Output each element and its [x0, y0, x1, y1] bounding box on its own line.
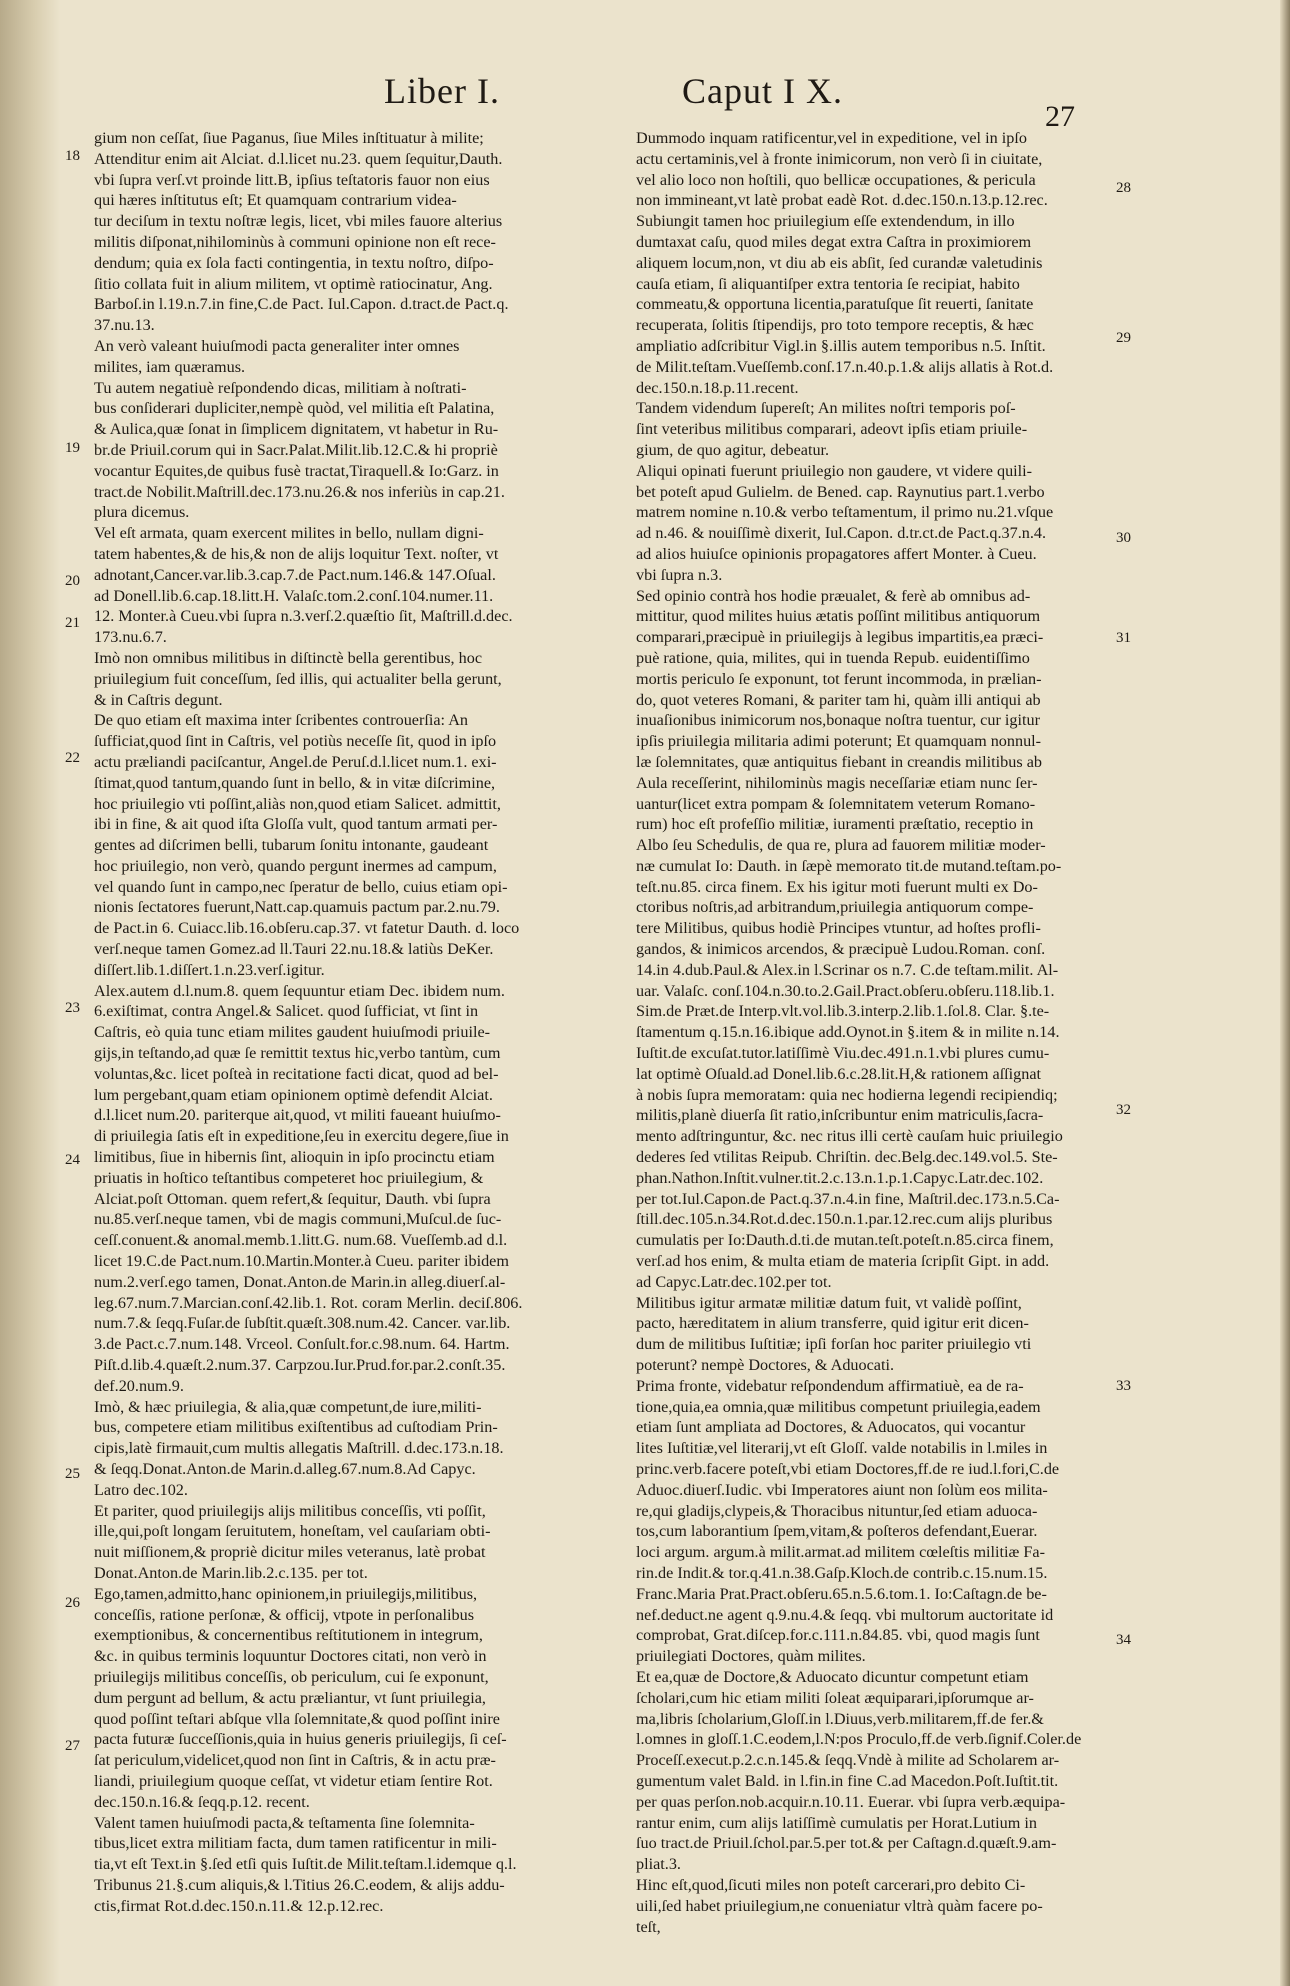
text-line: etiam ſunt ampliata ad Doctores, & Aduocatos, qui vocantur: [636, 1418, 1026, 1437]
text-line: Militibus igitur armatæ militiæ datum fuit, vt validè poſſint,: [636, 1293, 1022, 1312]
text-line: uar. Valaſc. conſ.104.n.30.to.2.Gail.Pract.obſeru.obſeru.118.lib.1.: [636, 981, 1055, 1000]
text-line: mittitur, quod milites huius ætatis poſſint militibus antiquorum: [636, 607, 1041, 626]
text-line: Piſt.d.lib.4.quæſt.2.num.37. Carpzou.Iur.Prud.for.par.2.conſt.35.: [94, 1356, 506, 1375]
text-line: bet poteſt apud Gulielm. de Bened. cap. Raynutius part.1.verbo: [636, 482, 1045, 501]
text-line: actu præliandi paciſcantur, Angel.de Peruſ.d.l.licet num.1. exi-: [94, 752, 497, 771]
text-line: ad Donell.lib.6.cap.18.litt.H. Valaſc.tom.2.conſ.104.numer.11.: [94, 586, 494, 605]
text-line: nuit miſſionem,& propriè dicitur miles veteranus, latè probat: [94, 1543, 486, 1562]
margin-number: 26: [65, 1595, 80, 1611]
text-line: plura dicemus.: [94, 503, 190, 522]
text-line: tibus,licet extra militiam facta, dum tamen ratificentur in mili-: [94, 1834, 497, 1853]
text-line: Donat.Anton.de Marin.lib.2.c.135. per tot.: [94, 1563, 368, 1582]
margin-number: 19: [65, 440, 80, 456]
text-line: uili,ſed habet priuilegium,ne conueniatur vltrà quàm facere po-: [636, 1896, 1043, 1915]
text-line: cumulatis per Io:Dauth.d.ti.de mutan.teſt.poteſt.n.85.circa finem,: [636, 1231, 1054, 1250]
text-line: per tot.Iul.Capon.de Pact.q.37.n.4.in fine, Maſtril.dec.173.n.5.Ca-: [636, 1189, 1060, 1208]
margin-number: 33: [1116, 1378, 1131, 1394]
text-line: 173.nu.6.7.: [94, 628, 167, 647]
text-line: bus conſiderari dupliciter,nempè quòd, vel militia eſt Palatina,: [94, 399, 495, 418]
text-line: princ.verb.facere poteſt,vbi etiam Doctores,ff.de re iud.l.fori,C.de: [636, 1460, 1060, 1478]
text-line: Imò, & hæc priuilegia, & alia,quæ competunt,de iure,militi-: [94, 1397, 482, 1416]
margin-number: 22: [65, 750, 80, 766]
text-line: & Aulica,quæ ſonat in ſimplicem dignitatem, vt habetur in Ru-: [94, 420, 499, 439]
text-line: Latro dec.102.: [94, 1480, 188, 1499]
text-line: hoc priuilegio vti poſſint,aliàs non,quod etiam Salicet. admittit,: [94, 794, 501, 813]
running-head-right: Caput I X.: [682, 71, 843, 111]
text-line: priuilegijs militibus conceſſis, ob periculum, cui ſe exponunt,: [94, 1667, 489, 1686]
text-line: vel quando ſunt in campo,nec ſperatur de bello, cuius etiam opi-: [94, 877, 508, 896]
text-line: 37.nu.13.: [94, 316, 155, 335]
text-line: Aula receſſerint, nihilominùs magis neceſſariæ etiam nunc ſer-: [636, 773, 1038, 792]
text-line: de Pact.in 6. Cuiacc.lib.16.obſeru.cap.37. vt fatetur Dauth. d. loco: [94, 919, 520, 938]
text-line: gium non ceſſat, ſiue Paganus, ſiue Miles inſtituatur à milite;: [94, 129, 484, 147]
text-line: Aliqui opinati fuerunt priuilegio non gaudere, vt videre quili-: [636, 461, 1033, 480]
text-line: voluntas,&c. licet poſteà in recitatione facti dicat, quod ad bel-: [94, 1064, 499, 1083]
text-line: pacta futuræ ſucceſſionis,quia in huius generis priuilegijs, ſi ceſ-: [94, 1730, 507, 1749]
text-line: teſt.nu.85. circa finem. Ex his igitur moti fuerunt multi ex Do-: [636, 877, 1038, 896]
text-line: recuperata, ſolitis ſtipendijs, pro toto tempore receptis, & hæc: [636, 316, 1034, 335]
text-line: dum pergunt ad bellum, & actu præliantur, vt ſunt priuilegia,: [94, 1688, 486, 1707]
text-line: ſitio collata fuit in alium militem, vt optimè ratiocinatur, Ang.: [94, 274, 493, 293]
text-line: 6.exiſtimat, contra Angel.& Salicet. quod ſufficiat, vt ſint in: [94, 1002, 479, 1021]
text-line: per quas perſon.nob.acquir.n.10.11. Euerar. vbi ſupra verb.æquipa-: [636, 1792, 1066, 1811]
text-line: Prima fronte, videbatur reſpondendum affirmatiuè, ea de ra-: [636, 1376, 1024, 1395]
text-line: cauſa etiam, ſi aliquantiſper extra tentoria ſe recipiat, habito: [636, 274, 1020, 293]
text-line: Caſtris, eò quia tunc etiam milites gaudent huiuſmodi priuile-: [94, 1023, 491, 1042]
text-line: ſuo tract.de Priuil.ſchol.par.5.per tot.& per Caſtagn.d.quæſt.9.am-: [636, 1834, 1057, 1853]
text-line: 12. Monter.à Cueu.vbi ſupra n.3.verſ.2.quæſtio ſit, Maſtrill.d.dec.: [94, 607, 513, 626]
text-line: hoc priuilegio, non verò, quando pergunt inermes ad campum,: [94, 856, 497, 875]
text-line: licet 19.C.de Pact.num.10.Martin.Monter.à Cueu. pariter ibidem: [94, 1252, 509, 1271]
text-line: &c. in quibus terminis loquuntur Doctores citati, non verò in: [94, 1647, 487, 1666]
text-line: ma,libris ſcholarium,Gloſſ.in l.Diuus,verb.militarem,ff.de fer.&: [636, 1709, 1044, 1728]
text-line: loci argum. argum.à milit.armat.ad militem cœleſtis militiæ Fa-: [636, 1543, 1045, 1562]
text-line: mento adſtringuntur, &c. nec ritus illi certè cauſam huic priuilegio: [636, 1127, 1063, 1146]
text-line: quod poſſint teſtari abſque vlla ſolemnitate,& quod poſſint inire: [94, 1709, 500, 1728]
text-line: tere Militibus, quibus hodiè Principes vtuntur, ad hoſtes profli-: [636, 919, 1041, 938]
right-text-column: [636, 128, 1106, 1937]
text-line: bus, competere etiam militibus exiſtentibus ad cuſtodiam Prin-: [94, 1418, 498, 1437]
text-line: lum pergebant,quam etiam opinionem optimè defendit Alciat.: [94, 1085, 493, 1104]
text-line: adnotant,Cancer.var.lib.3.cap.7.de Pact.num.146.& 147.Oſual.: [94, 565, 496, 584]
text-line: dec.150.n.18.p.11.recent.: [636, 378, 799, 397]
text-line: qui hæres inſtitutus eſt; Et quamquam contrarium videa-: [94, 191, 457, 210]
text-line: l.omnes in gloſſ.1.C.eodem,l.N:pos Proculo,ff.de verb.ſignif.Coler.de: [636, 1730, 1082, 1749]
text-line: d.l.licet num.20. pariterque ait,quod, vt militi faueant huiuſmo-: [94, 1106, 501, 1125]
text-line: lites Iuſtitiæ,vel literarij,vt eſt Gloſſ. valde notabilis in l.miles in: [636, 1439, 1048, 1458]
text-line: dum de militibus Iuſtitiæ; ipſi forſan hoc pariter priuilegio vti: [636, 1335, 1032, 1354]
text-line: ipſis priuilegia militaria adimi poterunt; Et quamquam nonnul-: [636, 732, 1042, 751]
text-line: do, quot veteres Romani, & pariter tam hi, quàm illi antiqui ab: [636, 690, 1041, 709]
text-line: ſufficiat,quod ſint in Caſtris, vel potiùs neceſſe ſit, quod in ipſo: [94, 732, 497, 751]
text-line: vbi ſupra verſ.vt proinde litt.B, ipſius teſtatoris fauor non eius: [94, 170, 490, 189]
text-line: Sed opinio contrà hos hodie præualet, & ferè ab omnibus ad-: [636, 586, 1031, 605]
text-line: tos,cum laborantium ſpem,vitam,& poſteros defendant,Euerar.: [636, 1522, 1038, 1541]
text-line: Tandem videndum ſupereſt; An milites noſtri temporis poſ-: [636, 399, 1016, 418]
running-head-left: Liber I.: [384, 71, 500, 111]
text-line: An verò valeant huiuſmodi pacta generaliter inter omnes: [94, 336, 460, 355]
text-line: limitibus, ſiue in hibernis ſint, alioquin in ipſo procinctu etiam: [94, 1148, 495, 1167]
text-line: næ cumulat Io: Dauth. in ſæpè memorato tit.de mutand.teſtam.po-: [636, 856, 1062, 875]
text-line: conceſſis, ratione perſonæ, & officij, vtpote in perſonalibus: [94, 1605, 475, 1624]
text-line: Barboſ.in l.19.n.7.in fine,C.de Pact. Iul.Capon. d.tract.de Pact.q.: [94, 295, 509, 314]
text-line: priuilegium fuit conceſſum, ſed illis, qui actualiter bella gerunt,: [94, 669, 502, 688]
text-line: ad n.46. & nouiſſimè dixerit, Iul.Capon. d.tr.ct.de Pact.q.37.n.4.: [636, 524, 1047, 543]
text-line: tur deciſum in textu noſtræ legis, licet, vbi miles fauore alterius: [94, 212, 503, 231]
text-line: ad alios huiuſce opinionis propagatores affert Monter. à Cueu.: [636, 544, 1037, 563]
binding-shadow: [0, 0, 60, 1986]
text-line: gentes ad diſcrimen belli, tubarum ſonitu intonante, gaudeant: [94, 836, 489, 855]
text-line: verſ.ad hos enim, & multa etiam de materia ſcripſit Gipt. in add.: [636, 1252, 1050, 1271]
text-line: priuilegiati Doctores, quàm milites.: [636, 1647, 866, 1666]
margin-number: 18: [65, 148, 80, 164]
text-line: Hinc eſt,quod,ſicuti miles non poteſt carcerari,pro debito Ci-: [636, 1875, 1026, 1894]
text-line: exemptionibus, & concernentibus reſtitutionem in integrum,: [94, 1626, 483, 1645]
margin-number: 31: [1116, 630, 1131, 646]
text-line: Valent tamen huiuſmodi pacta,& teſtamenta ſine ſolemnita-: [94, 1813, 475, 1832]
text-line: liandi, priuilegium quoque ceſſat, vt videtur etiam ſentire Rot.: [94, 1771, 493, 1790]
margin-number: 20: [65, 573, 80, 589]
text-line: pliat.3.: [636, 1855, 681, 1874]
text-line: tract.de Nobilit.Maſtrill.dec.173.nu.26.& nos inferiùs in cap.21.: [94, 482, 505, 501]
margin-number: 24: [65, 1152, 80, 1168]
text-line: num.7.& ſeqq.Fuſar.de ſubſtit.quæſt.308.num.42. Cancer. var.lib.: [94, 1314, 511, 1333]
text-line: priuatis in hoſtico teſtantibus competeret hoc priuilegium, &: [94, 1168, 484, 1187]
text-line: dederes ſed vtilitas Reipub. Chriſtin. dec.Belg.dec.149.vol.5. Ste-: [636, 1148, 1058, 1167]
text-line: à nobis ſupra memoratam: quia nec hodierna legendi recipiendiq;: [636, 1085, 1058, 1104]
text-line: Tribunus 21.§.cum aliquis,& l.Titius 26.C.eodem, & alijs addu-: [94, 1875, 505, 1894]
text-line: re,qui gladijs,clypeis,& Thoracibus nituntur,ſed etiam aduoca-: [636, 1501, 1038, 1520]
text-line: ctoribus noſtris,ad arbitrandum,priuilegia antiquorum compe-: [636, 898, 1034, 917]
text-line: læ ſolemnitates, quæ antiquitus fiebant in creandis militibus ab: [636, 752, 1042, 771]
text-line: Iuſtit.de excuſat.tutor.latiſſimè Viu.dec.491.n.1.vbi plures cumu-: [636, 1044, 1050, 1063]
margin-number: 27: [65, 1738, 80, 1754]
text-line: vbi ſupra n.3.: [636, 565, 723, 584]
page-number: 27: [1045, 100, 1075, 133]
margin-number: 21: [65, 615, 80, 631]
text-line: di priuilegia ſatis eſt in expeditione,ſeu in exercitu degere,ſiue in: [94, 1127, 509, 1146]
text-line: Et ea,quæ de Doctore,& Aduocato dicuntur competunt etiam: [636, 1667, 1029, 1686]
margin-number: 34: [1116, 1632, 1131, 1648]
text-line: gium, de quo agitur, debeatur.: [636, 440, 830, 459]
text-line: ſat periculum,videlicet,quod non ſint in Caſtris, & in actu præ-: [94, 1751, 496, 1770]
text-line: rantur enim, cum alijs latiſſimè cumulatis per Horat.Lutium in: [636, 1813, 1037, 1832]
text-line: nu.85.verſ.neque tamen, vbi de magis communi,Muſcul.de ſuc-: [94, 1210, 502, 1229]
text-line: commeatu,& opportuna licentia,paratuſque ſit reuerti, ſanitate: [636, 295, 1034, 314]
text-line: puè ratione, quia, milites, qui in tuenda Repub. euidentiſſimo: [636, 648, 1030, 667]
text-line: Et pariter, quod priuilegijs alijs militibus conceſſis, vti poſſit,: [94, 1501, 486, 1520]
page-edge: [1280, 0, 1290, 1986]
text-line: militis diſponat,nihilominùs à communi opinione non eſt rece-: [94, 232, 496, 251]
text-line: ſint veteribus militibus comparari, adeovt ipſis etiam priuile-: [636, 420, 1028, 439]
text-line: leg.67.num.7.Marcian.conſ.42.lib.1. Rot. coram Merlin. deciſ.806.: [94, 1293, 523, 1312]
text-line: gumentum valet Bald. in l.fin.in fine C.ad Macedon.Poſt.Iuſtit.tit.: [636, 1771, 1059, 1790]
text-line: uantur(licet extra pompam & ſolemnitatem veterum Romano-: [636, 794, 1036, 813]
text-line: Imò non omnibus militibus in diſtinctè bella gerentibus, hoc: [94, 648, 483, 667]
text-line: gijs,in teſtando,ad quæ ſe remittit textus hic,verbo tantùm, cum: [94, 1044, 501, 1063]
text-line: Dummodo inquam ratificentur,vel in expeditione, vel in ipſo: [636, 129, 1027, 147]
text-line: ille,qui,poſt longam ſeruitutem, honeſtam, vel cauſariam obti-: [94, 1522, 491, 1541]
text-line: def.20.num.9.: [94, 1376, 184, 1395]
text-line: De quo etiam eſt maxima inter ſcribentes controuerſia: An: [94, 711, 468, 730]
text-line: aliquem locum,non, vt diu ab eis abſit, ſed curandæ valetudinis: [636, 253, 1043, 272]
text-line: ctis,firmat Rot.d.dec.150.n.11.& 12.p.12.rec.: [94, 1896, 384, 1915]
text-line: rum) hoc eſt profeſſio militiæ, iuramenti præſtatio, receptio in: [636, 815, 1034, 834]
text-line: Attenditur enim ait Alciat. d.l.licet nu.23. quem ſequitur,Dauth.: [94, 149, 503, 168]
text-line: rin.de Indit.& tor.q.41.n.38.Gaſp.Kloch.de contrib.c.15.num.15.: [636, 1563, 1048, 1582]
text-line: Tu autem negatiuè reſpondendo dicas, militiam à noſtrati-: [94, 378, 467, 397]
text-line: & in Caſtris degunt.: [94, 690, 223, 709]
text-line: matrem nomine n.10.& verbo teſtamentum, il primo nu.21.vſque: [636, 503, 1054, 522]
text-line: ſtill.dec.105.n.34.Rot.d.dec.150.n.1.par.12.rec.cum alijs pluribus: [636, 1210, 1053, 1229]
text-line: militis,planè diuerſa ſit ratio,inſcribuntur enim matriculis,ſacra-: [636, 1106, 1044, 1125]
text-line: poterunt? nempè Doctores, & Aduocati.: [636, 1356, 895, 1375]
text-line: ſtimat,quod tantum,quando ſunt in bello, & in vitæ diſcrimine,: [94, 773, 496, 792]
text-line: comprobat, Grat.diſcep.for.c.111.n.84.85. vbi, quod magis ſunt: [636, 1626, 1040, 1645]
text-line: nionis ſectatores fuerunt,Natt.cap.quamuis pactum par.2.nu.79.: [94, 898, 500, 917]
text-line: de Milit.teſtam.Vueſſemb.conſ.17.n.40.p.1.& alijs allatis à Rot.d.: [636, 357, 1054, 376]
text-line: phan.Nathon.Inſtit.vulner.tit.2.c.13.n.1.p.1.Capyc.Latr.dec.102.: [636, 1168, 1044, 1187]
text-line: Sim.de Præt.de Interp.vlt.vol.lib.3.interp.2.lib.1.ſol.8. Clar. §.te-: [636, 1002, 1050, 1021]
text-line: diſſert.lib.1.diſſert.1.n.23.verſ.igitur.: [94, 960, 325, 979]
text-line: tione,quia,ea omnia,quæ militibus competunt priuilegia,eadem: [636, 1397, 1041, 1416]
text-line: mortis periculo ſe exponunt, tot ferunt incommoda, in prælian-: [636, 669, 1042, 688]
margin-number: 25: [65, 1466, 80, 1482]
text-line: non immineant,vt latè probat eadè Rot. d.dec.150.n.13.p.12.rec.: [636, 191, 1048, 210]
margin-number: 32: [1116, 1102, 1131, 1118]
text-line: teſt,: [636, 1917, 661, 1936]
text-line: num.2.verſ.ego tamen, Donat.Anton.de Marin.in alleg.diuerſ.al-: [94, 1272, 506, 1291]
left-text-column: [94, 128, 594, 1917]
text-line: Proceſſ.execut.p.2.c.n.145.& ſeqq.Vndè à milite ad Scholarem ar-: [636, 1751, 1060, 1770]
text-line: Subiungit tamen hoc priuilegium eſſe extendendum, in illo: [636, 212, 1015, 231]
text-line: Franc.Maria Prat.Pract.obſeru.65.n.5.6.tom.1. Io:Caſtagn.de be-: [636, 1584, 1047, 1603]
text-line: comparari,præcipuè in priuilegijs à legibus impartitis,ea præci-: [636, 628, 1044, 647]
text-line: ampliatio adſcribitur Vigl.in §.illis autem temporibus n.5. Inſtit.: [636, 336, 1046, 355]
text-line: nef.deduct.ne agent q.9.nu.4.& ſeqq. vbi multorum auctoritate id: [636, 1605, 1054, 1624]
text-line: Albo ſeu Schedulis, de qua re, plura ad fauorem militiæ moder-: [636, 836, 1046, 855]
text-line: actu certaminis,vel à fronte inimicorum, non verò ſi in ciuitate,: [636, 149, 1043, 168]
text-line: ceſſ.conuent.& anomal.memb.1.litt.G. num.68. Vueſſemb.ad d.l.: [94, 1231, 508, 1250]
text-line: 3.de Pact.c.7.num.148. Vrceol. Conſult.for.c.98.num. 64. Hartm.: [94, 1335, 510, 1354]
text-line: dendum; quia ex ſola facti contingentia, in textu noſtro, diſpo-: [94, 253, 494, 272]
text-line: Alciat.poſt Ottoman. quem refert,& ſequitur, Dauth. vbi ſupra: [94, 1189, 491, 1208]
text-line: ad Capyc.Latr.dec.102.per tot.: [636, 1272, 832, 1291]
text-line: ſcholari,cum hic etiam militi ſoleat æquiparari,ipſorumque ar-: [636, 1688, 1034, 1707]
text-line: milites, iam quæramus.: [94, 357, 246, 376]
text-line: 14.in 4.dub.Paul.& Alex.in l.Scrinar os n.7. C.de teſtam.milit. Al-: [636, 960, 1059, 979]
text-line: ibi in fine, & ait quod iſta Gloſſa vult, quod tantum armati per-: [94, 815, 498, 834]
margin-number: 23: [65, 1000, 80, 1016]
margin-number: 28: [1116, 180, 1131, 196]
margin-number: 29: [1116, 330, 1131, 346]
text-line: br.de Priuil.corum qui in Sacr.Palat.Milit.lib.12.C.& hi propriè: [94, 440, 498, 459]
text-line: lat optimè Oſuald.ad Donel.lib.6.c.28.lit.H,& rationem aſſignat: [636, 1064, 1042, 1083]
text-line: Aduoc.diuerſ.Iudic. vbi Imperatores aiunt non ſolùm eos milita-: [636, 1480, 1048, 1499]
margin-number: 30: [1116, 530, 1131, 546]
text-line: inuaſionibus inimicorum nos,bonaque noſtra tuentur, cur igitur: [636, 711, 1040, 730]
text-line: tatem habentes,& de his,& non de alijs loquitur Text. noſter, vt: [94, 544, 499, 563]
text-line: gandos, & inimicos arcendos, & præcipuè Ludou.Roman. conſ.: [636, 940, 1046, 959]
text-line: & ſeqq.Donat.Anton.de Marin.d.alleg.67.num.8.Ad Capyc.: [94, 1460, 476, 1478]
text-line: dec.150.n.16.& ſeqq.p.12. recent.: [94, 1792, 310, 1811]
text-line: pacto, hæreditatem in alium transferre, quid igitur erit dicen-: [636, 1314, 1029, 1333]
text-line: cipis,latè firmauit,cum multis allegatis Maſtrill. d.dec.173.n.18.: [94, 1439, 504, 1458]
text-line: tia,vt eſt Text.in §.ſed etſi quis Iuſtit.de Milit.teſtam.l.idemque q.l.: [94, 1855, 517, 1874]
text-line: Vel eſt armata, quam exercent milites in bello, nullam digni-: [94, 524, 484, 543]
text-line: Alex.autem d.l.num.8. quem ſequuntur etiam Dec. ibidem num.: [94, 981, 505, 1000]
text-line: vel alio loco non hoſtili, quo bellicæ occupationes, & pericula: [636, 170, 1036, 189]
text-line: Ego,tamen,admitto,hanc opinionem,in priuilegijs,militibus,: [94, 1584, 478, 1603]
text-line: verſ.neque tamen Gomez.ad ll.Tauri 22.nu.18.& latiùs DeKer.: [94, 940, 494, 959]
text-line: dumtaxat caſu, quod miles degat extra Caſtra in proximiorem: [636, 232, 1032, 251]
text-line: ſtamentum q.15.n.16.ibique add.Oynot.in §.item & in milite n.14.: [636, 1023, 1060, 1042]
text-line: vocantur Equites,de quibus fusè tractat,Tiraquell.& Io:Garz. in: [94, 461, 499, 480]
